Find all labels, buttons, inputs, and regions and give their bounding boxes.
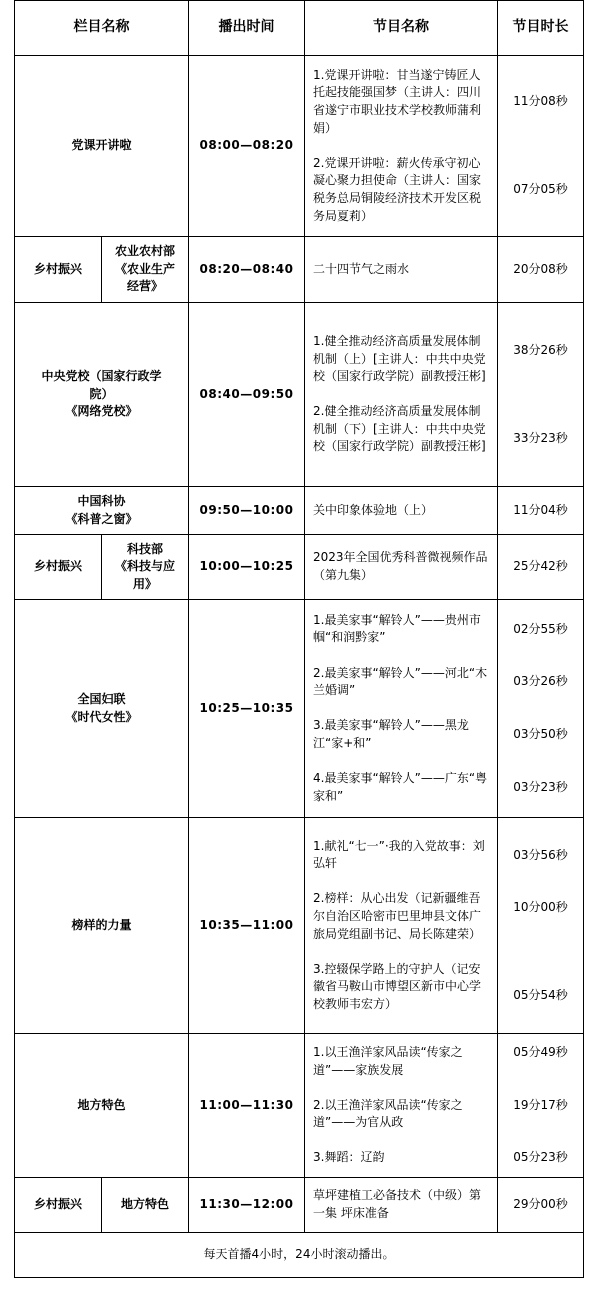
column-name-line: 《科普之窗》 xyxy=(65,511,138,526)
program-cell xyxy=(305,535,498,600)
table-row xyxy=(15,1034,584,1178)
duration-item: 29分00秒 xyxy=(513,1197,568,1212)
header-column-name: 栏目名称 xyxy=(15,1,189,56)
program-item: 1.献礼“七一”·我的入党故事：刘弘轩 xyxy=(313,838,485,871)
program-item: 2.以王渔洋家风品读“传家之道”——为官从政 xyxy=(313,1097,463,1130)
program-cell xyxy=(305,303,498,487)
column-name xyxy=(15,600,189,818)
table-row xyxy=(15,1178,584,1233)
table-row xyxy=(15,237,584,303)
table-row xyxy=(15,535,584,600)
column-name-line: 《时代女性》 xyxy=(65,709,138,724)
column-name-line: 《网络党校》 xyxy=(65,404,138,419)
program-item: 2023年全国优秀科普微视频作品（第九集） xyxy=(313,550,488,582)
column-name xyxy=(15,1034,189,1178)
column-name-line: 全国妇联 xyxy=(77,691,126,706)
air-time: 08:00—08:20 xyxy=(189,56,305,237)
column-name-line: 榜样的力量 xyxy=(71,917,132,932)
program-cell xyxy=(305,56,498,237)
program-cell xyxy=(305,237,498,303)
table-row xyxy=(15,818,584,1034)
duration-cell xyxy=(498,237,584,303)
table-row xyxy=(15,56,584,237)
duration-cell xyxy=(498,1034,584,1178)
duration-cell xyxy=(498,487,584,535)
program-item: 关中印象体验地（上） xyxy=(313,502,434,517)
program-item: 二十四节气之雨水 xyxy=(313,261,410,276)
sub-column-line: 地方特色 xyxy=(120,1197,169,1212)
air-time: 08:40—09:50 xyxy=(189,303,305,487)
duration-item: 05分23秒 xyxy=(513,1150,568,1165)
sub-column-name xyxy=(102,237,189,303)
duration-item: 19分17秒 xyxy=(513,1097,568,1112)
duration-item: 11分08秒 xyxy=(513,94,568,109)
duration-item: 20分08秒 xyxy=(513,261,568,276)
program-cell xyxy=(305,1178,498,1233)
duration-item: 03分50秒 xyxy=(513,727,568,741)
sub-column-line: 经营》 xyxy=(126,279,163,294)
program-item: 4.最美家事“解铃人”——广东“粤家和” xyxy=(313,771,488,803)
air-time: 10:25—10:35 xyxy=(189,600,305,818)
program-item: 1.党课开讲啦：甘当遂宁铸匠人 托起技能强国梦（主讲人：四川省遂宁市职业技术学校教师蒲利娟） xyxy=(313,67,482,135)
duration-item: 02分55秒 xyxy=(513,621,568,636)
column-name xyxy=(15,303,189,487)
header-duration: 节目时长 xyxy=(498,1,584,56)
duration-item: 03分23秒 xyxy=(513,779,568,794)
air-time: 11:30—12:00 xyxy=(189,1178,305,1233)
sub-column-line: 《科技与应 xyxy=(114,559,175,574)
program-item: 3.控辍保学路上的守护人（记安徽省马鞍山市博望区新市中心学校教师韦宏方） xyxy=(313,961,482,1011)
program-cell xyxy=(305,818,498,1034)
sub-column-line: 用》 xyxy=(132,576,157,591)
program-cell xyxy=(305,1034,498,1178)
column-name xyxy=(15,818,189,1034)
column-name-line: 院） xyxy=(89,386,114,401)
sub-column-line: 科技部 xyxy=(126,541,163,556)
program-cell xyxy=(305,487,498,535)
column-name xyxy=(15,56,189,237)
duration-cell xyxy=(498,535,584,600)
table-footer-row xyxy=(15,1233,584,1278)
column-name xyxy=(15,487,189,535)
air-time: 08:20—08:40 xyxy=(189,237,305,303)
duration-item: 33分23秒 xyxy=(513,430,568,445)
header-air-time: 播出时间 xyxy=(189,1,305,56)
program-item: 2.健全推动经济高质量发展体制机制（下）[主讲人：中共中央党校（国家行政学院）副教授汪彬] xyxy=(313,404,486,454)
column-name-line: 中央党校（国家行政学 xyxy=(41,369,162,384)
duration-item: 05分49秒 xyxy=(513,1045,568,1060)
sub-column-line: 《农业生产 xyxy=(114,261,175,276)
column-name: 乡村振兴 xyxy=(15,1178,102,1233)
program-item: 1.最美家事“解铃人”——贵州市帼“和润黔家” xyxy=(313,612,481,645)
program-item: 2.榜样：从心出发（记新疆维吾尔自治区哈密市巴里坤县文体广旅局党组副书记、局长陈建荣） xyxy=(313,891,482,941)
duration-item: 03分56秒 xyxy=(513,847,568,862)
column-name: 乡村振兴 xyxy=(15,535,102,600)
sub-column-name xyxy=(102,1178,189,1233)
air-time: 10:35—11:00 xyxy=(189,818,305,1034)
program-item: 3.最美家事“解铃人”——黑龙江“家+和” xyxy=(313,718,469,750)
duration-item: 07分05秒 xyxy=(513,182,568,196)
sub-column-line: 农业农村部 xyxy=(114,244,175,259)
duration-cell xyxy=(498,303,584,487)
duration-cell xyxy=(498,818,584,1034)
table-row xyxy=(15,487,584,535)
program-item: 3.舞蹈：辽韵 xyxy=(313,1150,385,1165)
program-cell xyxy=(305,600,498,818)
table-row xyxy=(15,303,584,487)
sub-column-name xyxy=(102,535,189,600)
duration-cell xyxy=(498,1178,584,1233)
program-item: 1.健全推动经济高质量发展体制机制（上）[主讲人：中共中央党校（国家行政学院）副教授汪彬] xyxy=(313,333,486,384)
duration-cell xyxy=(498,600,584,818)
duration-item: 03分26秒 xyxy=(513,674,568,689)
column-name-line: 中国科协 xyxy=(77,493,126,508)
program-item: 草坪建植工必备技术（中级）第一集 坪床准备 xyxy=(313,1188,482,1220)
table-header-row xyxy=(15,1,584,56)
program-item: 2.党课开讲啦：薪火传承守初心 凝心聚力担使命（主讲人：国家税务总局铜陵经济技术开发区税务局夏莉） xyxy=(313,155,482,223)
header-program-name: 节目名称 xyxy=(305,1,498,56)
program-item: 1.以王渔洋家风品读“传家之道”——家族发展 xyxy=(313,1044,463,1077)
footer-note: 每天首播4小时，24小时滚动播出。 xyxy=(15,1233,584,1278)
column-name: 乡村振兴 xyxy=(15,237,102,303)
program-item: 2.最美家事“解铃人”——河北“木兰婚调” xyxy=(313,665,488,698)
air-time: 10:00—10:25 xyxy=(189,535,305,600)
duration-item: 10分00秒 xyxy=(513,900,568,915)
table-row xyxy=(15,600,584,818)
duration-item: 05分54秒 xyxy=(513,987,568,1002)
duration-item: 11分04秒 xyxy=(513,502,568,517)
duration-item: 25分42秒 xyxy=(513,559,568,574)
duration-item: 38分26秒 xyxy=(513,342,568,357)
column-name-line: 地方特色 xyxy=(77,1097,126,1112)
schedule-table xyxy=(14,0,584,1278)
air-time: 09:50—10:00 xyxy=(189,487,305,535)
column-name-line: 党课开讲啦 xyxy=(71,138,132,153)
air-time: 11:00—11:30 xyxy=(189,1034,305,1178)
duration-cell xyxy=(498,56,584,237)
